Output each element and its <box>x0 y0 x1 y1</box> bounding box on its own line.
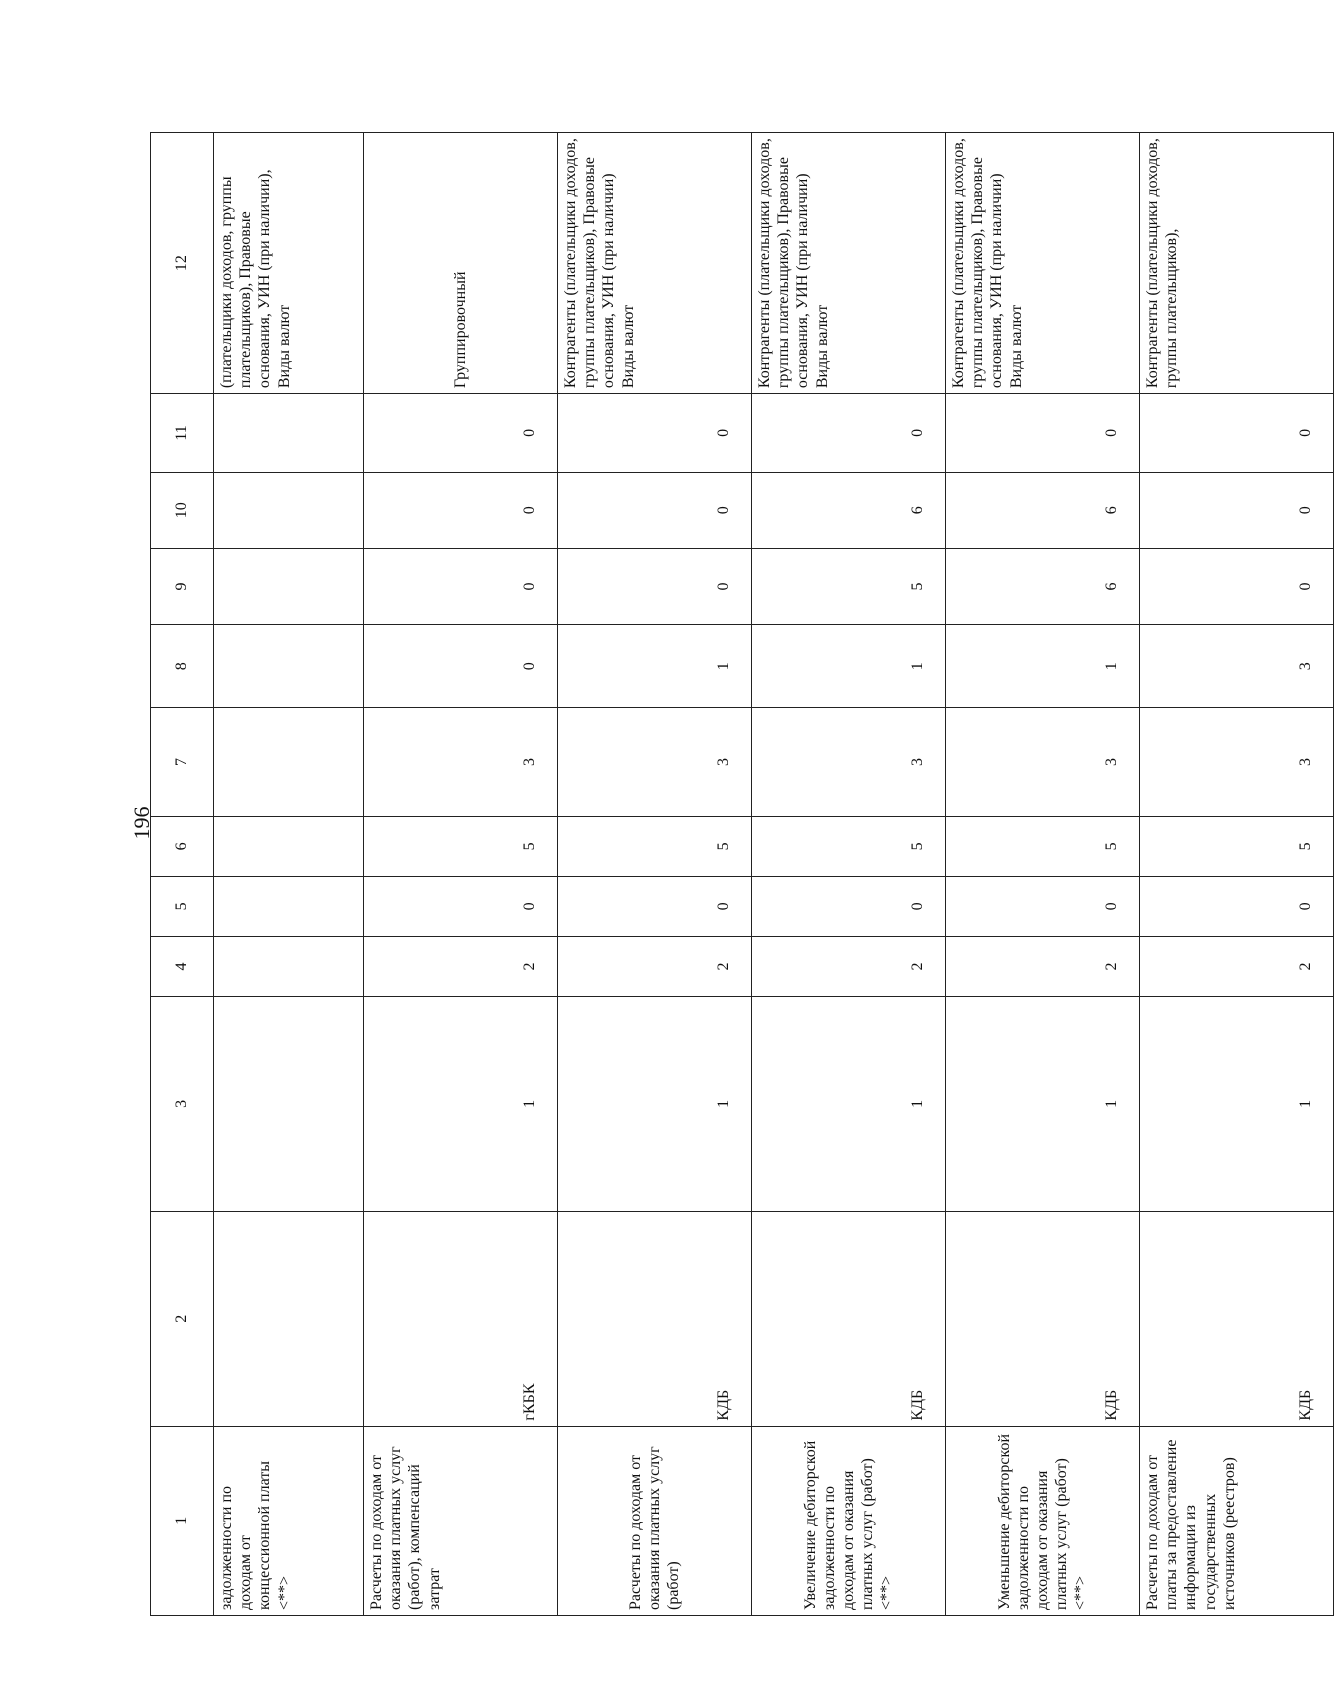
accounts-table <box>150 132 1334 1616</box>
digit-cell: 3 <box>1140 708 1334 817</box>
column-header: 11 <box>151 394 214 473</box>
digit-cell: 0 <box>1140 548 1334 624</box>
analytics-cell: Группировочный <box>364 133 558 394</box>
digit-cell: 3 <box>752 708 946 817</box>
account-name-cell: Расчеты по доходам от платы за предоставление информации из государственных источников (реестров) <box>1140 1426 1334 1615</box>
account-name-cell: Расчеты по доходам от оказания платных услуг (работ), компенсаций затрат <box>364 1426 558 1615</box>
digit-cell <box>214 996 364 1211</box>
digit-cell: 2 <box>946 936 1140 996</box>
column-header: 3 <box>151 996 214 1211</box>
digit-cell: 0 <box>1140 394 1334 473</box>
digit-cell: 0 <box>558 394 752 473</box>
digit-cell: 5 <box>752 548 946 624</box>
digit-cell: 0 <box>364 394 558 473</box>
analytics-cell: Контрагенты (плательщики доходов, группы плательщиков), Правовые основания, УИН (при наличии) Виды валют <box>558 133 752 394</box>
digit-cell: 5 <box>752 816 946 876</box>
digit-cell: 0 <box>946 394 1140 473</box>
digit-cell <box>214 936 364 996</box>
digit-cell: 5 <box>1140 816 1334 876</box>
column-header: 5 <box>151 876 214 936</box>
rotated-table-wrapper <box>150 132 1314 1616</box>
code-cell: КДБ <box>558 1211 752 1426</box>
column-header: 6 <box>151 816 214 876</box>
digit-cell: 0 <box>946 876 1140 936</box>
digit-cell: 2 <box>558 936 752 996</box>
column-header: 2 <box>151 1211 214 1426</box>
digit-cell: 3 <box>558 708 752 817</box>
analytics-cell: Контрагенты (плательщики доходов, группы плательщиков), Правовые основания, УИН (при наличии) Виды валют <box>946 133 1140 394</box>
digit-cell: 0 <box>364 548 558 624</box>
digit-cell: 1 <box>752 996 946 1211</box>
digit-cell <box>214 708 364 817</box>
digit-cell: 1 <box>1140 996 1334 1211</box>
digit-cell: 1 <box>558 625 752 708</box>
digit-cell: 0 <box>1140 472 1334 548</box>
code-cell <box>214 1211 364 1426</box>
analytics-cell: Контрагенты (плательщики доходов, группы плательщиков), Правовые основания, УИН (при наличии) Виды валют <box>752 133 946 394</box>
table-row <box>946 133 1140 1616</box>
account-name-cell: задолженности по доходам от концессионной платы <**> <box>214 1426 364 1615</box>
digit-cell <box>214 625 364 708</box>
table-row <box>558 133 752 1616</box>
digit-cell: 1 <box>752 625 946 708</box>
table-row <box>1140 133 1334 1616</box>
digit-cell: 5 <box>364 816 558 876</box>
digit-cell: 6 <box>752 472 946 548</box>
digit-cell: 0 <box>558 876 752 936</box>
analytics-cell: Контрагенты (плательщики доходов, группы плательщиков), <box>1140 133 1334 394</box>
digit-cell: 2 <box>752 936 946 996</box>
table-row <box>214 133 364 1616</box>
column-header: 1 <box>151 1426 214 1615</box>
table-header-row <box>151 133 214 1616</box>
digit-cell: 1 <box>364 996 558 1211</box>
code-cell: КДБ <box>752 1211 946 1426</box>
digit-cell: 0 <box>752 394 946 473</box>
account-name-cell: Уменьшение дебиторской задолженности по доходам от оказания платных услуг (работ) <**> <box>946 1426 1140 1615</box>
digit-cell <box>214 548 364 624</box>
digit-cell: 1 <box>558 996 752 1211</box>
digit-cell: 1 <box>946 625 1140 708</box>
digit-cell <box>214 876 364 936</box>
digit-cell <box>214 816 364 876</box>
digit-cell: 0 <box>752 876 946 936</box>
digit-cell: 5 <box>558 816 752 876</box>
digit-cell: 0 <box>1140 876 1334 936</box>
digit-cell: 3 <box>364 708 558 817</box>
digit-cell: 6 <box>946 548 1140 624</box>
analytics-cell: (плательщики доходов, группы плательщиков), Правовые основания, УИН (при наличии), Виды валют <box>214 133 364 394</box>
code-cell: КДБ <box>1140 1211 1334 1426</box>
digit-cell: 2 <box>364 936 558 996</box>
digit-cell: 0 <box>364 625 558 708</box>
table-row <box>364 133 558 1616</box>
column-header: 10 <box>151 472 214 548</box>
account-name-cell: Расчеты по доходам от оказания платных услуг (работ) <box>558 1426 752 1615</box>
column-header: 4 <box>151 936 214 996</box>
digit-cell: 1 <box>946 996 1140 1211</box>
digit-cell: 0 <box>364 472 558 548</box>
digit-cell: 0 <box>558 472 752 548</box>
digit-cell: 0 <box>364 876 558 936</box>
table-row <box>752 133 946 1616</box>
digit-cell: 6 <box>946 472 1140 548</box>
account-name-cell: Увеличение дебиторской задолженности по доходам от оказания платных услуг (работ) <**> <box>752 1426 946 1615</box>
digit-cell: 0 <box>558 548 752 624</box>
digit-cell <box>214 472 364 548</box>
digit-cell: 5 <box>946 816 1140 876</box>
column-header: 7 <box>151 708 214 817</box>
column-header: 8 <box>151 625 214 708</box>
code-cell: гКБК <box>364 1211 558 1426</box>
page-number: 196 <box>129 806 154 840</box>
digit-cell: 2 <box>1140 936 1334 996</box>
code-cell: КДБ <box>946 1211 1140 1426</box>
digit-cell <box>214 394 364 473</box>
column-header: 9 <box>151 548 214 624</box>
digit-cell: 3 <box>1140 625 1334 708</box>
column-header: 12 <box>151 133 214 394</box>
digit-cell: 3 <box>946 708 1140 817</box>
